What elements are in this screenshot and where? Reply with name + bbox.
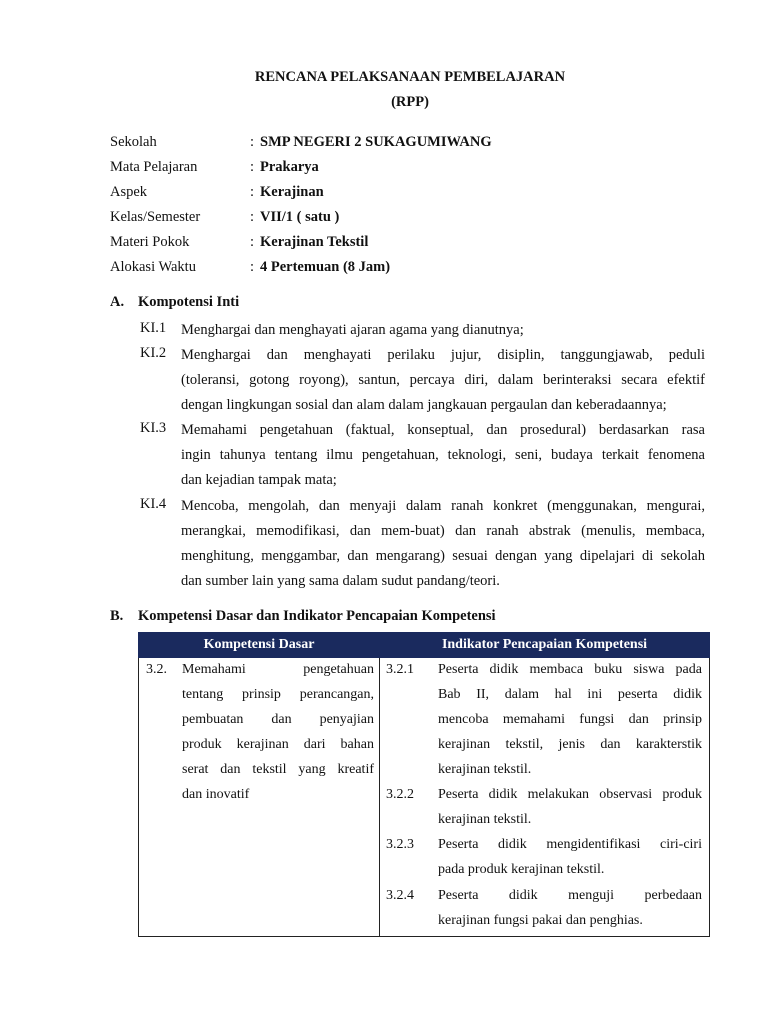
kd-text-line: pembuatan dan penyajian xyxy=(182,712,374,727)
identity-colon: : xyxy=(250,159,255,175)
kd-cell xyxy=(139,658,380,937)
kd-text-line: produk kerajinan dari bahan xyxy=(182,737,374,752)
indicator-text-line: Peserta didik menguji perbedaan xyxy=(438,888,702,903)
indicator-text-line: mencoba memahami fungsi dan prinsip xyxy=(438,712,702,727)
identity-label: Alokasi Waktu xyxy=(110,259,196,275)
ki-text-line: merangkai, memodifikasi, dan mem-buat) dan ranah abstrak (menulis, membaca, xyxy=(181,523,705,539)
ki-text-line: Mencoba, mengolah, dan menyaji dalam ranah konkret (menggunakan, mengurai, xyxy=(181,498,705,514)
identity-value: Kerajinan Tekstil xyxy=(260,234,369,250)
identity-colon: : xyxy=(250,259,255,275)
identity-label: Mata Pelajaran xyxy=(110,159,198,175)
kd-text-line: Memahami pengetahuan xyxy=(182,662,374,677)
ki-text-line: Menghargai dan menghayati perilaku jujur, disiplin, tanggungjawab, peduli xyxy=(181,347,705,363)
table-header-indicator: Indikator Pencapaian Kompetensi xyxy=(380,633,710,658)
indicator-text-line: kerajinan tekstil, jenis dan karakterstik xyxy=(438,737,702,752)
section-letter: B. xyxy=(110,608,124,624)
identity-value: Prakarya xyxy=(260,159,319,175)
identity-colon: : xyxy=(250,209,255,225)
table-row xyxy=(139,658,710,937)
section-title: Kompetensi Dasar dan Indikator Pencapaian Kompetensi xyxy=(138,608,496,624)
indicator-text-line: Bab II, dalam hal ini peserta didik xyxy=(438,687,702,702)
indicator-code: 3.2.2 xyxy=(386,787,414,802)
identity-label: Aspek xyxy=(110,184,148,200)
ki-code: KI.1 xyxy=(140,320,167,336)
section-letter: A. xyxy=(110,294,125,310)
indicator-text-line: kerajinan fungsi pakai dan penghias. xyxy=(438,913,643,928)
identity-value: Kerajinan xyxy=(260,184,324,200)
document-subtitle: (RPP) xyxy=(391,94,429,110)
ki-text-line: dan kejadian tampak mata; xyxy=(181,472,337,488)
ki-text-line: Menghargai dan menghayati ajaran agama yang dianutnya; xyxy=(181,322,524,338)
identity-label: Sekolah xyxy=(110,134,157,150)
identity-label: Materi Pokok xyxy=(110,234,190,250)
identity-colon: : xyxy=(250,134,255,150)
competency-table xyxy=(138,632,710,937)
ki-text-line: Memahami pengetahuan (faktual, konseptual, dan prosedural) berdasarkan rasa xyxy=(181,422,705,438)
indicator-text-line: Peserta didik melakukan observasi produk xyxy=(438,787,702,802)
identity-value: 4 Pertemuan (8 Jam) xyxy=(260,259,391,275)
section-a-heading xyxy=(110,294,239,311)
table-header-row xyxy=(139,633,710,658)
identity-colon: : xyxy=(250,184,255,200)
identity-label: Kelas/Semester xyxy=(110,209,201,225)
section-b-heading xyxy=(110,608,496,625)
kd-text-line: serat dan tekstil yang kreatif xyxy=(182,762,374,777)
document-title: RENCANA PELAKSANAAN PEMBELAJARAN xyxy=(254,69,566,85)
ki-code: KI.3 xyxy=(140,420,167,436)
table-header-kd: Kompetensi Dasar xyxy=(139,633,380,658)
indicator-cell xyxy=(380,658,710,937)
indicator-code: 3.2.3 xyxy=(386,837,414,852)
kd-code: 3.2. xyxy=(146,662,167,677)
section-title: Kompotensi Inti xyxy=(138,294,240,310)
kd-text-line: dan inovatif xyxy=(182,787,250,802)
ki-code: KI.4 xyxy=(140,496,167,512)
identity-colon: : xyxy=(250,234,255,250)
ki-text-line: (toleransi, gotong royong), santun, percaya diri, dalam berinteraksi secara efektif xyxy=(181,372,705,388)
indicator-text-line: kerajinan tekstil. xyxy=(438,762,532,777)
ki-text-line: ingin tahunya tentang ilmu pengetahuan, teknologi, seni, budaya terkait fenomena xyxy=(181,447,705,463)
indicator-text-line: kerajinan tekstil. xyxy=(438,812,532,827)
ki-text-line: dan sumber lain yang sama dalam sudut pandang/teori. xyxy=(181,573,500,589)
ki-text-line: dengan lingkungan sosial dan alam dalam jangkauan pergaulan dan keberadaannya; xyxy=(181,397,667,413)
indicator-text-line: pada produk kerajinan tekstil. xyxy=(438,862,605,877)
indicator-text-line: Peserta didik membaca buku siswa pada xyxy=(438,662,702,677)
indicator-text-line: Peserta didik mengidentifikasi ciri-ciri xyxy=(438,837,702,852)
kd-text-line: tentang prinsip perancangan, xyxy=(182,687,374,702)
ki-text-line: menghitung, menggambar, dan mengarang) sesuai dengan yang dipelajari di sekolah xyxy=(181,548,705,564)
indicator-code: 3.2.1 xyxy=(386,662,414,677)
identity-value: SMP NEGERI 2 SUKAGUMIWANG xyxy=(260,134,492,150)
identity-value: VII/1 ( satu ) xyxy=(260,209,340,225)
indicator-code: 3.2.4 xyxy=(386,888,414,903)
ki-code: KI.2 xyxy=(140,345,167,361)
